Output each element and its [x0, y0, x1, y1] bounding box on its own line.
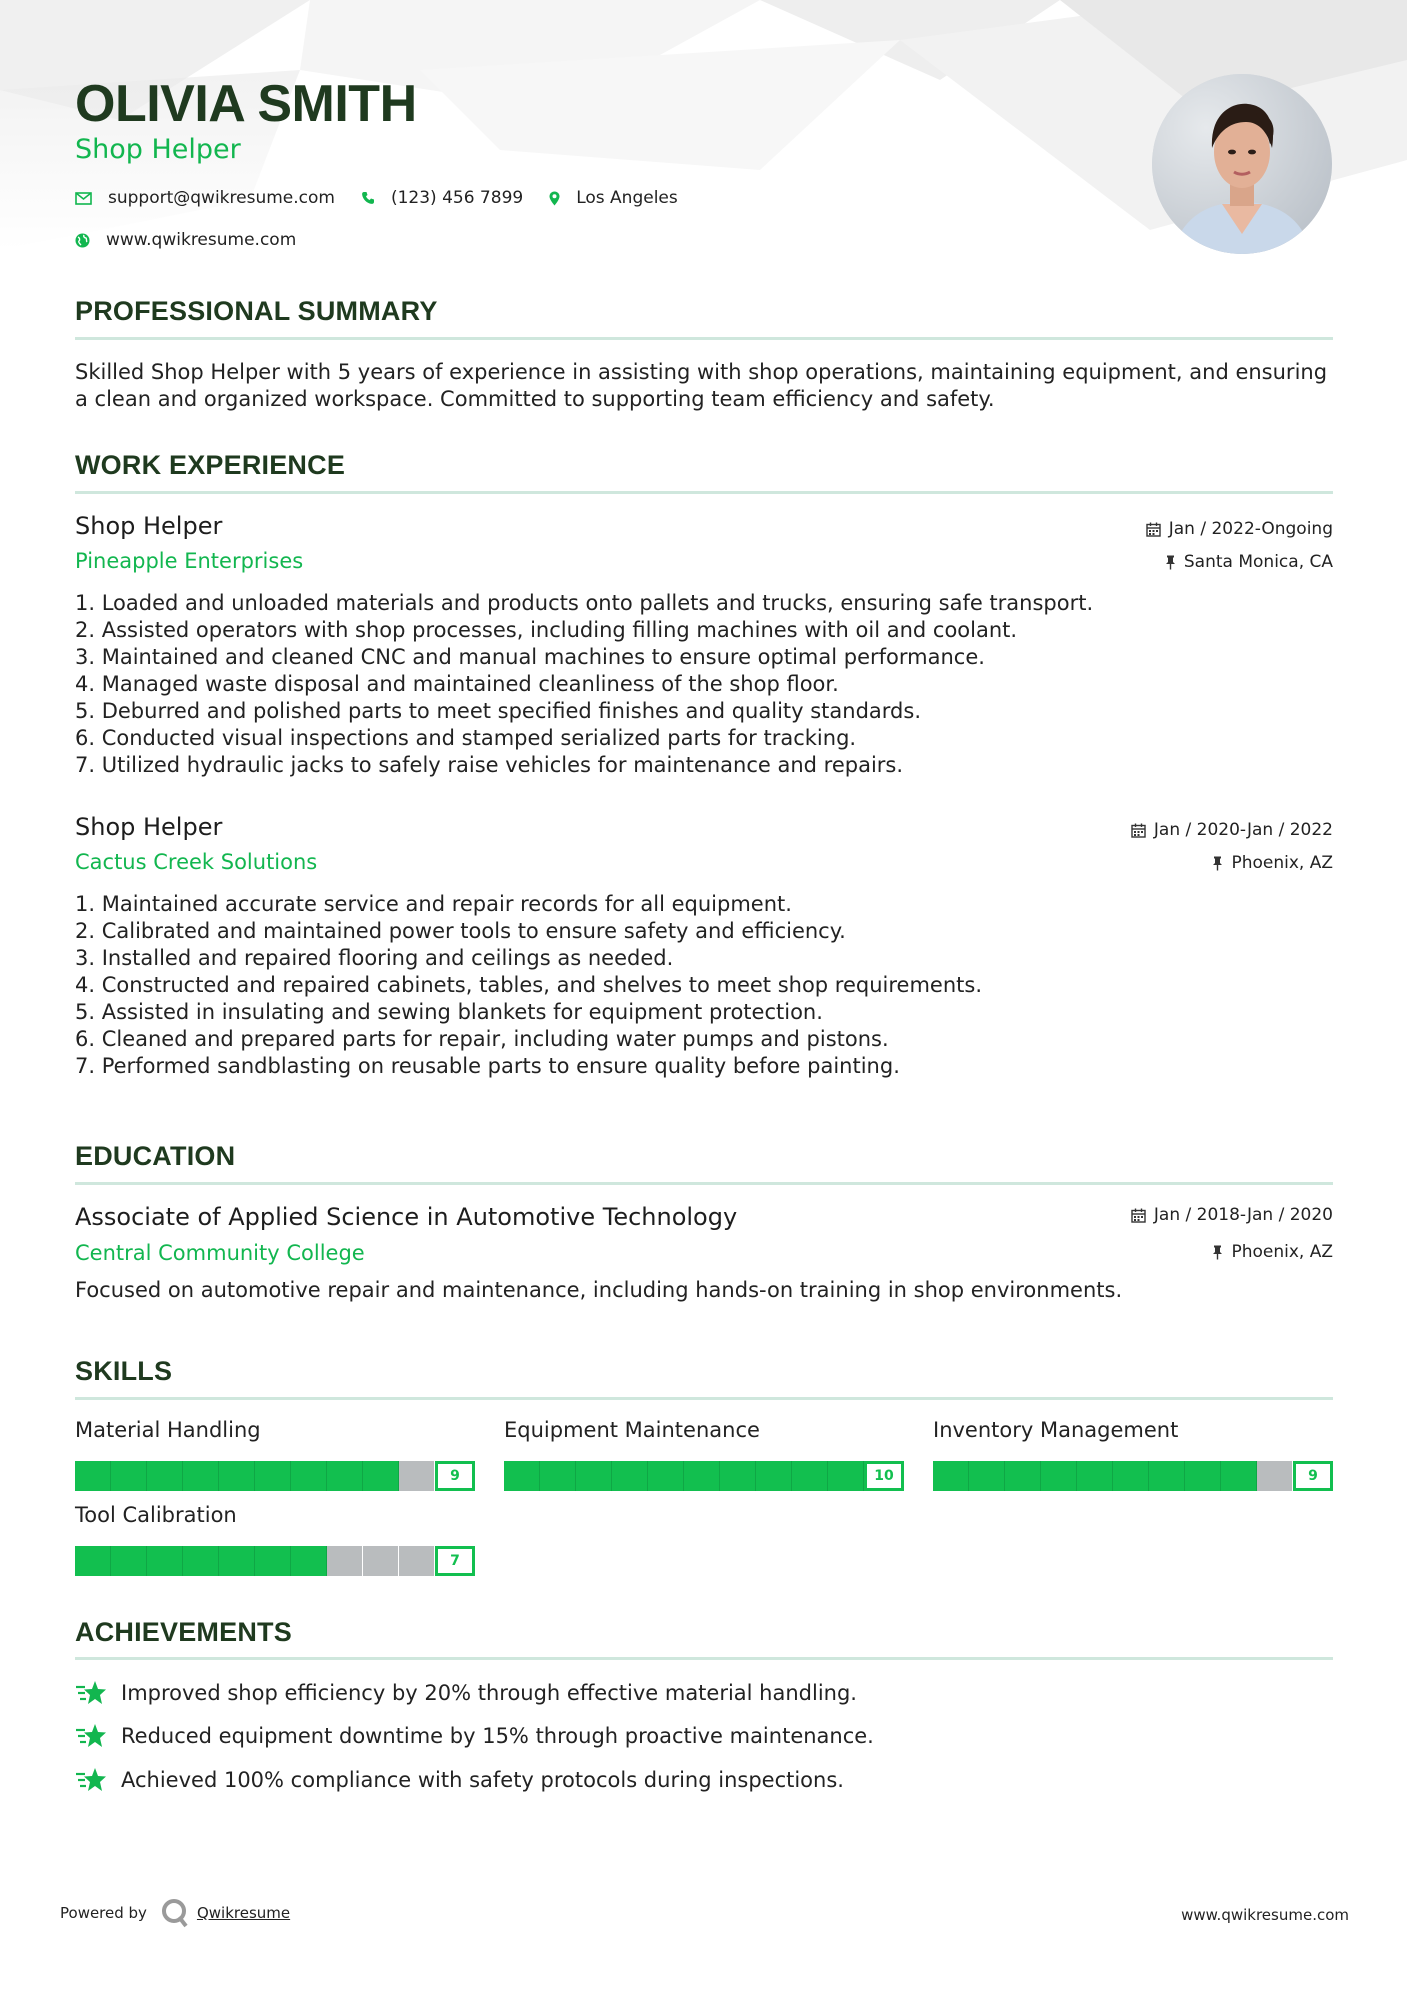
education-location-text: Phoenix, AZ — [1231, 1242, 1333, 1262]
skill-bar-segment — [219, 1546, 255, 1576]
skill-rating-bar — [75, 1461, 475, 1491]
calendar-icon — [1131, 823, 1146, 838]
job-location — [1212, 853, 1333, 873]
contact-website[interactable] — [75, 230, 296, 250]
skill-bar-segment — [255, 1461, 291, 1491]
skill-bar-segment — [648, 1461, 684, 1491]
skill-score — [1293, 1461, 1333, 1491]
job-company: Cactus Creek Solutions — [75, 850, 318, 874]
pushpin-icon — [1165, 555, 1176, 570]
globe-icon — [75, 233, 90, 248]
skill-bar-segment — [828, 1461, 864, 1491]
skill-score — [435, 1546, 475, 1576]
skill-label: Tool Calibration — [75, 1503, 237, 1527]
list-item: 3. Maintained and cleaned CNC and manual machines to ensure optimal performance. — [75, 645, 985, 669]
skill-bar-segment — [183, 1546, 219, 1576]
skill-score-value: 10 — [874, 1468, 894, 1484]
skill-bar-segment — [111, 1461, 147, 1491]
skill-bar-segment — [291, 1461, 327, 1491]
skill-bar-segment — [219, 1461, 255, 1491]
skill-bar-segment — [756, 1461, 792, 1491]
skill-bar-segment — [1041, 1461, 1077, 1491]
skill-item — [933, 1418, 1333, 1491]
list-item: 6. Cleaned and prepared parts for repair, including water pumps and pistons. — [75, 1027, 889, 1051]
section-divider — [75, 1182, 1333, 1185]
mail-icon — [75, 192, 92, 205]
job-responsibilities — [75, 590, 1333, 779]
list-item: 1. Loaded and unloaded materials and products onto pallets and trucks, ensuring safe transport. — [75, 591, 1094, 615]
list-item: 1. Maintained accurate service and repair records for all equipment. — [75, 892, 792, 916]
skill-bar-segment — [363, 1461, 399, 1491]
job-dates — [1131, 820, 1333, 840]
job-dates — [1146, 519, 1333, 539]
achievement-item — [75, 1722, 874, 1750]
skill-bar-segment — [1185, 1461, 1221, 1491]
skill-bar-segment — [183, 1461, 219, 1491]
footer-powered-by — [60, 1898, 290, 1928]
achievement-text: Improved shop efficiency by 20% through effective material handling. — [121, 1681, 857, 1705]
skill-bar-segment — [792, 1461, 828, 1491]
phone-text: (123) 456 7899 — [390, 188, 524, 208]
achievement-item — [75, 1679, 857, 1707]
email-text: support@qwikresume.com — [108, 188, 335, 208]
skill-label: Material Handling — [75, 1418, 261, 1442]
list-item: 5. Assisted in insulating and sewing blankets for equipment protection. — [75, 1000, 823, 1024]
skill-bar-segment — [684, 1461, 720, 1491]
calendar-icon — [1131, 1208, 1146, 1223]
skill-rating-bar — [933, 1461, 1333, 1491]
job-location-text: Phoenix, AZ — [1231, 853, 1333, 873]
list-item: 4. Constructed and repaired cabinets, tables, and shelves to meet shop requirements. — [75, 973, 982, 997]
pushpin-icon — [1212, 1245, 1223, 1260]
contact-email[interactable] — [75, 188, 335, 208]
job-location — [1165, 552, 1333, 572]
job-company: Pineapple Enterprises — [75, 549, 304, 573]
list-item: 7. Performed sandblasting on reusable parts to ensure quality before painting. — [75, 1054, 900, 1078]
list-item: 4. Managed waste disposal and maintained cleanliness of the shop floor. — [75, 672, 839, 696]
skill-bar-segment — [327, 1546, 363, 1576]
skill-item — [504, 1418, 904, 1491]
skill-bar-segment — [1257, 1461, 1293, 1491]
star-award-icon — [75, 1722, 107, 1750]
contact-location — [549, 188, 678, 208]
achievements-heading: ACHIEVEMENTS — [75, 1617, 292, 1647]
profile-photo — [1152, 74, 1332, 254]
job-title: Shop Helper — [75, 813, 223, 841]
skill-item — [75, 1418, 475, 1491]
section-divider — [75, 1397, 1333, 1400]
education-location — [1212, 1242, 1333, 1262]
skill-item — [75, 1503, 475, 1576]
degree-title: Associate of Applied Science in Automotive Technology — [75, 1203, 738, 1231]
skill-bar-segment — [969, 1461, 1005, 1491]
skill-bar-segment — [612, 1461, 648, 1491]
achievement-text: Reduced equipment downtime by 15% through proactive maintenance. — [121, 1724, 874, 1748]
list-item: 7. Utilized hydraulic jacks to safely raise vehicles for maintenance and repairs. — [75, 753, 904, 777]
education-dates — [1131, 1205, 1333, 1225]
achievement-text: Achieved 100% compliance with safety protocols during inspections. — [121, 1768, 844, 1792]
skill-bar-segment — [327, 1461, 363, 1491]
contact-phone[interactable] — [361, 188, 523, 208]
skill-bar-segment — [111, 1546, 147, 1576]
skill-bar-segment — [75, 1461, 111, 1491]
skill-bar-segment — [255, 1546, 291, 1576]
education-dates-text: Jan / 2018-Jan / 2020 — [1153, 1205, 1333, 1225]
summary-text: Skilled Shop Helper with 5 years of experience in assisting with shop operations, maintaining equipment, and ensuring a clean and organized workspace. Committed to supporting team efficiency and safety. — [75, 360, 1328, 411]
section-divider — [75, 491, 1333, 494]
skill-bar-segment — [147, 1546, 183, 1576]
star-award-icon — [75, 1766, 107, 1794]
summary-heading: PROFESSIONAL SUMMARY — [75, 296, 438, 326]
skill-rating-bar — [75, 1546, 475, 1576]
skill-bar-segment — [399, 1546, 435, 1576]
job-title: Shop Helper — [75, 512, 223, 540]
skill-bar-segment — [1077, 1461, 1113, 1491]
achievement-item — [75, 1766, 844, 1794]
skill-bar-segment — [1005, 1461, 1041, 1491]
qwikresume-logo-icon — [161, 1898, 189, 1928]
phone-icon — [361, 191, 375, 205]
powered-by-text: Powered by — [60, 1904, 147, 1922]
skill-bar-segment — [1221, 1461, 1257, 1491]
skill-score-value: 7 — [450, 1553, 460, 1569]
skills-heading: SKILLS — [75, 1356, 173, 1386]
qwikresume-link[interactable]: Qwikresume — [196, 1904, 291, 1922]
skill-score — [864, 1461, 904, 1491]
candidate-title: Shop Helper — [75, 134, 241, 165]
skill-bar-segment — [147, 1461, 183, 1491]
list-item: 2. Assisted operators with shop processes, including filling machines with oil and coolant. — [75, 618, 1018, 642]
skill-label: Equipment Maintenance — [504, 1418, 760, 1442]
skill-rating-bar — [504, 1461, 904, 1491]
job-location-text: Santa Monica, CA — [1183, 552, 1333, 572]
skill-bar-segment — [75, 1546, 111, 1576]
skill-bar-segment — [363, 1546, 399, 1576]
list-item: 5. Deburred and polished parts to meet specified finishes and quality standards. — [75, 699, 921, 723]
section-divider — [75, 1657, 1333, 1660]
skill-bar-segment — [399, 1461, 435, 1491]
footer-website[interactable]: www.qwikresume.com — [1181, 1906, 1349, 1924]
website-text: www.qwikresume.com — [106, 230, 297, 250]
contact-row-website — [75, 230, 322, 250]
skill-bar-segment — [540, 1461, 576, 1491]
skill-score-value: 9 — [450, 1468, 460, 1484]
skill-score — [435, 1461, 475, 1491]
skill-bar-segment — [1149, 1461, 1185, 1491]
star-award-icon — [75, 1679, 107, 1707]
location-text: Los Angeles — [576, 188, 678, 208]
job-responsibilities — [75, 891, 1333, 1080]
school-name: Central Community College — [75, 1241, 365, 1265]
candidate-name: OLIVIA SMITH — [75, 75, 417, 133]
skill-bar-segment — [504, 1461, 540, 1491]
experience-heading: WORK EXPERIENCE — [75, 450, 346, 480]
list-item: 3. Installed and repaired flooring and ceilings as needed. — [75, 946, 674, 970]
calendar-icon — [1146, 522, 1161, 537]
skill-bar-segment — [933, 1461, 969, 1491]
skill-bar-segment — [291, 1546, 327, 1576]
skill-bar-segment — [1113, 1461, 1149, 1491]
list-item: 6. Conducted visual inspections and stamped serialized parts for tracking. — [75, 726, 857, 750]
job-dates-text: Jan / 2022-Ongoing — [1168, 519, 1333, 539]
contact-row — [75, 188, 704, 208]
skill-bar-segment — [720, 1461, 756, 1491]
list-item: 2. Calibrated and maintained power tools to ensure safety and efficiency. — [75, 919, 846, 943]
portrait-image — [1152, 74, 1332, 254]
job-dates-text: Jan / 2020-Jan / 2022 — [1153, 820, 1333, 840]
skill-label: Inventory Management — [933, 1418, 1179, 1442]
section-divider — [75, 337, 1333, 340]
skill-score-value: 9 — [1308, 1468, 1318, 1484]
skill-bar-segment — [576, 1461, 612, 1491]
education-description: Focused on automotive repair and maintenance, including hands-on training in shop environments. — [75, 1278, 1123, 1302]
location-pin-icon — [549, 191, 560, 206]
pushpin-icon — [1212, 856, 1223, 871]
education-heading: EDUCATION — [75, 1141, 236, 1171]
